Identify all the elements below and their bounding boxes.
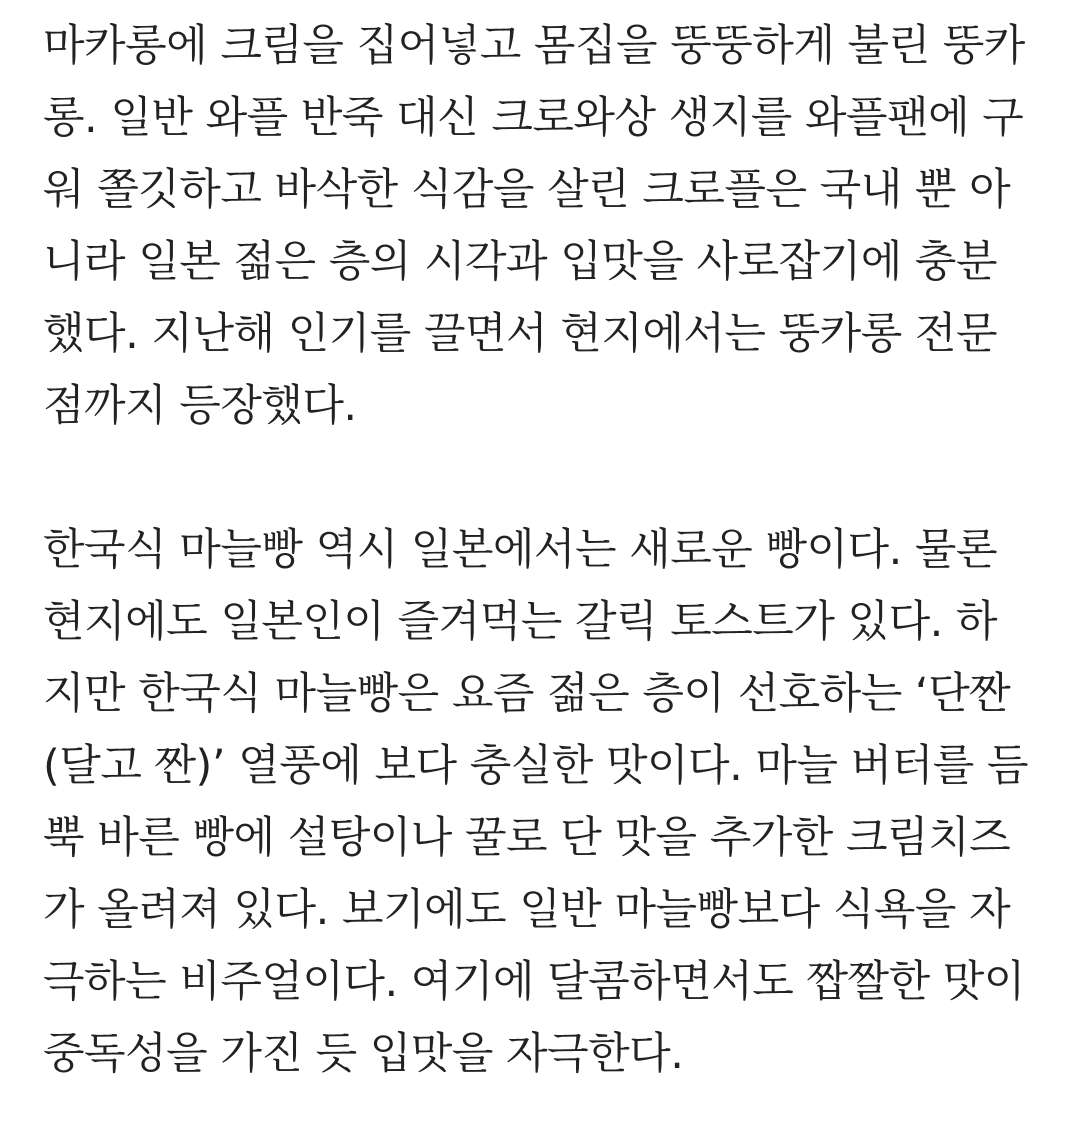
text-line: 극하는 비주얼이다. 여기에 달콤하면서도 짭짤한 맛이 xyxy=(43,957,1025,1007)
text-line: 중독성을 가진 듯 입맛을 자극한다. xyxy=(43,1029,684,1079)
text-line: 롱. 일반 와플 반죽 대신 크로와상 생지를 와플팬에 구 xyxy=(43,93,1024,143)
article-body xyxy=(43,10,1053,1090)
text-line: 워 쫄깃하고 바삭한 식감을 살린 크로플은 국내 뿐 아 xyxy=(43,165,1011,215)
text-line: 한국식 마늘빵 역시 일본에서는 새로운 빵이다. 물론 xyxy=(43,525,997,575)
text-line: (달고 짠)’ 열풍에 보다 충실한 맛이다. 마늘 버터를 듬 xyxy=(43,741,1028,791)
text-line: 점까지 등장했다. xyxy=(43,381,357,431)
article-paragraph xyxy=(43,514,1053,1090)
text-line: 니라 일본 젊은 층의 시각과 입맛을 사로잡기에 충분 xyxy=(43,237,997,287)
text-line: 지만 한국식 마늘빵은 요즘 젊은 층이 선호하는 ‘단짠 xyxy=(43,669,1011,719)
text-line: 현지에도 일본인이 즐겨먹는 갈릭 토스트가 있다. 하 xyxy=(43,597,997,647)
paragraph-spacer xyxy=(43,442,1053,514)
article-paragraph xyxy=(43,10,1053,442)
text-line: 마카롱에 크림을 집어넣고 몸집을 뚱뚱하게 불린 뚱카 xyxy=(43,21,1025,71)
text-line: 했다. 지난해 인기를 끌면서 현지에서는 뚱카롱 전문 xyxy=(43,309,997,359)
text-line: 뿍 바른 빵에 설탕이나 꿀로 단 맛을 추가한 크림치즈 xyxy=(43,813,1011,863)
text-line: 가 올려져 있다. 보기에도 일반 마늘빵보다 식욕을 자 xyxy=(43,885,1011,935)
